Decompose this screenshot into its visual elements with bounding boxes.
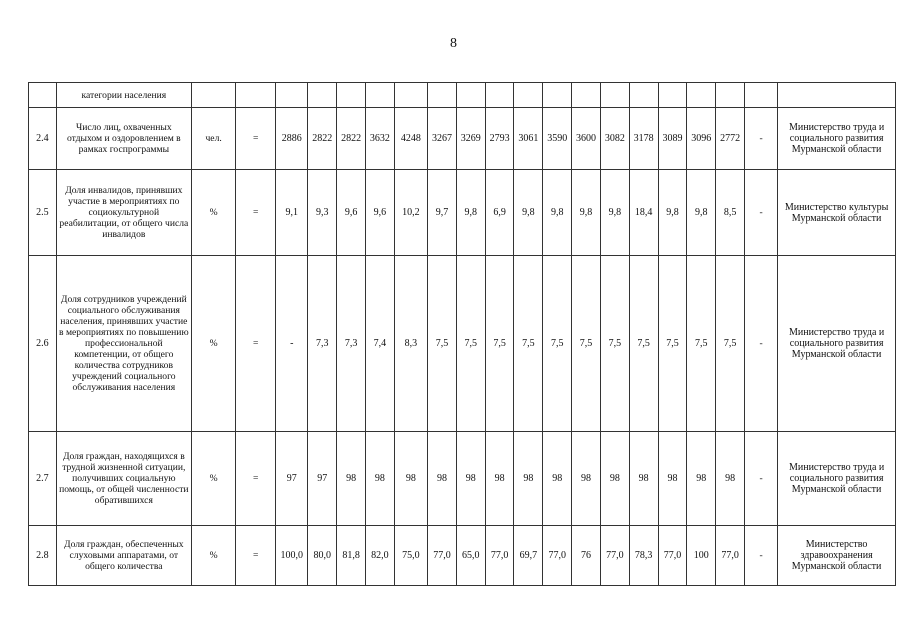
value-cell: 3082 bbox=[600, 108, 629, 170]
value-cell: 7,3 bbox=[308, 256, 337, 432]
row-number: 2.6 bbox=[29, 256, 57, 432]
indicators-table bbox=[28, 82, 896, 586]
value-cell: 2822 bbox=[308, 108, 337, 170]
value-cell: 77,0 bbox=[658, 526, 687, 586]
value-cell: 3269 bbox=[456, 108, 485, 170]
value-cell: 9,8 bbox=[456, 170, 485, 256]
value-cell: 3267 bbox=[428, 108, 457, 170]
blank-cell bbox=[485, 83, 514, 108]
responsible-org: Министерство труда и социального развития Мурманской области bbox=[778, 432, 896, 526]
sign-cell: = bbox=[236, 170, 276, 256]
value-cell: 100 bbox=[687, 526, 716, 586]
value-cell: 7,5 bbox=[456, 256, 485, 432]
dash-cell: - bbox=[744, 256, 777, 432]
value-cell: 7,3 bbox=[337, 256, 366, 432]
unit-cell: % bbox=[191, 432, 235, 526]
indicator-name: Доля граждан, находящихся в трудной жизненной ситуации, получивших социальную помощь, от общей численности обратившихся bbox=[56, 432, 191, 526]
unit-cell: чел. bbox=[191, 108, 235, 170]
value-cell: 100,0 bbox=[276, 526, 308, 586]
value-cell: 9,8 bbox=[514, 170, 543, 256]
table-row bbox=[29, 108, 896, 170]
indicator-name: Доля сотрудников учреждений социального обслуживания населения, принявших участие в мероприятиях по повышению профессиональной компетенции, от общего количества сотрудников учреждений социального обслуживания населения bbox=[56, 256, 191, 432]
value-cell: - bbox=[276, 256, 308, 432]
blank-cell bbox=[308, 83, 337, 108]
value-cell: 7,5 bbox=[716, 256, 745, 432]
value-cell: 7,5 bbox=[572, 256, 601, 432]
value-cell: 8,3 bbox=[394, 256, 427, 432]
continuation-label: категории населения bbox=[56, 83, 191, 108]
value-cell: 7,5 bbox=[485, 256, 514, 432]
value-cell: 9,6 bbox=[365, 170, 394, 256]
value-cell: 98 bbox=[428, 432, 457, 526]
value-cell: 2822 bbox=[337, 108, 366, 170]
blank-cell bbox=[658, 83, 687, 108]
blank-cell bbox=[191, 83, 235, 108]
value-cell: 77,0 bbox=[543, 526, 572, 586]
value-cell: 98 bbox=[485, 432, 514, 526]
dash-cell: - bbox=[744, 170, 777, 256]
table-row bbox=[29, 256, 896, 432]
value-cell: 81,8 bbox=[337, 526, 366, 586]
dash-cell: - bbox=[744, 108, 777, 170]
value-cell: 9,3 bbox=[308, 170, 337, 256]
blank-cell bbox=[687, 83, 716, 108]
value-cell: 77,0 bbox=[716, 526, 745, 586]
value-cell: 82,0 bbox=[365, 526, 394, 586]
value-cell: 98 bbox=[365, 432, 394, 526]
value-cell: 9,8 bbox=[543, 170, 572, 256]
value-cell: 77,0 bbox=[428, 526, 457, 586]
value-cell: 9,6 bbox=[337, 170, 366, 256]
indicator-name: Доля инвалидов, принявших участие в мероприятиях по социокультурной реабилитации, от общего числа инвалидов bbox=[56, 170, 191, 256]
indicator-name: Число лиц, охваченных отдыхом и оздоровлением в рамках госпрограммы bbox=[56, 108, 191, 170]
value-cell: 98 bbox=[543, 432, 572, 526]
value-cell: 7,5 bbox=[543, 256, 572, 432]
value-cell: 77,0 bbox=[485, 526, 514, 586]
value-cell: 98 bbox=[716, 432, 745, 526]
responsible-org: Министерство труда и социального развития Мурманской области bbox=[778, 108, 896, 170]
value-cell: 6,9 bbox=[485, 170, 514, 256]
value-cell: 76 bbox=[572, 526, 601, 586]
value-cell: 4248 bbox=[394, 108, 427, 170]
value-cell: 65,0 bbox=[456, 526, 485, 586]
blank-cell bbox=[572, 83, 601, 108]
value-cell: 98 bbox=[629, 432, 658, 526]
indicator-name: Доля граждан, обеспеченных слуховыми аппаратами, от общего количества bbox=[56, 526, 191, 586]
row-number: 2.5 bbox=[29, 170, 57, 256]
unit-cell: % bbox=[191, 170, 235, 256]
page-number: 8 bbox=[450, 36, 457, 51]
blank-cell bbox=[744, 83, 777, 108]
value-cell: 7,4 bbox=[365, 256, 394, 432]
value-cell: 9,1 bbox=[276, 170, 308, 256]
blank-cell bbox=[629, 83, 658, 108]
value-cell: 98 bbox=[514, 432, 543, 526]
value-cell: 7,5 bbox=[428, 256, 457, 432]
blank-cell bbox=[276, 83, 308, 108]
blank-cell bbox=[600, 83, 629, 108]
value-cell: 7,5 bbox=[514, 256, 543, 432]
value-cell: 97 bbox=[276, 432, 308, 526]
value-cell: 3178 bbox=[629, 108, 658, 170]
value-cell: 80,0 bbox=[308, 526, 337, 586]
blank-cell bbox=[716, 83, 745, 108]
continuation-row bbox=[29, 83, 896, 108]
value-cell: 7,5 bbox=[658, 256, 687, 432]
blank-cell bbox=[236, 83, 276, 108]
value-cell: 7,5 bbox=[629, 256, 658, 432]
value-cell: 8,5 bbox=[716, 170, 745, 256]
row-number: 2.4 bbox=[29, 108, 57, 170]
table-row bbox=[29, 432, 896, 526]
blank-cell bbox=[543, 83, 572, 108]
value-cell: 9,8 bbox=[658, 170, 687, 256]
value-cell: 18,4 bbox=[629, 170, 658, 256]
value-cell: 77,0 bbox=[600, 526, 629, 586]
dash-cell: - bbox=[744, 526, 777, 586]
responsible-org: Министерство здравоохранения Мурманской области bbox=[778, 526, 896, 586]
blank-cell bbox=[29, 83, 57, 108]
value-cell: 3096 bbox=[687, 108, 716, 170]
value-cell: 3632 bbox=[365, 108, 394, 170]
value-cell: 98 bbox=[687, 432, 716, 526]
unit-cell: % bbox=[191, 526, 235, 586]
value-cell: 69,7 bbox=[514, 526, 543, 586]
sign-cell: = bbox=[236, 108, 276, 170]
value-cell: 78,3 bbox=[629, 526, 658, 586]
sign-cell: = bbox=[236, 526, 276, 586]
value-cell: 9,7 bbox=[428, 170, 457, 256]
responsible-org: Министерство труда и социального развития Мурманской области bbox=[778, 256, 896, 432]
table-row bbox=[29, 170, 896, 256]
dash-cell: - bbox=[744, 432, 777, 526]
unit-cell: % bbox=[191, 256, 235, 432]
value-cell: 9,8 bbox=[572, 170, 601, 256]
value-cell: 2886 bbox=[276, 108, 308, 170]
row-number: 2.7 bbox=[29, 432, 57, 526]
blank-cell bbox=[428, 83, 457, 108]
value-cell: 7,5 bbox=[687, 256, 716, 432]
sign-cell: = bbox=[236, 432, 276, 526]
value-cell: 3590 bbox=[543, 108, 572, 170]
value-cell: 98 bbox=[394, 432, 427, 526]
table-row bbox=[29, 526, 896, 586]
value-cell: 7,5 bbox=[600, 256, 629, 432]
blank-cell bbox=[456, 83, 485, 108]
blank-cell bbox=[394, 83, 427, 108]
value-cell: 97 bbox=[308, 432, 337, 526]
value-cell: 98 bbox=[658, 432, 687, 526]
blank-cell bbox=[778, 83, 896, 108]
value-cell: 10,2 bbox=[394, 170, 427, 256]
value-cell: 9,8 bbox=[600, 170, 629, 256]
value-cell: 75,0 bbox=[394, 526, 427, 586]
sign-cell: = bbox=[236, 256, 276, 432]
value-cell: 98 bbox=[600, 432, 629, 526]
value-cell: 2772 bbox=[716, 108, 745, 170]
value-cell: 3600 bbox=[572, 108, 601, 170]
value-cell: 3061 bbox=[514, 108, 543, 170]
value-cell: 98 bbox=[337, 432, 366, 526]
responsible-org: Министерство культуры Мурманской области bbox=[778, 170, 896, 256]
blank-cell bbox=[365, 83, 394, 108]
value-cell: 3089 bbox=[658, 108, 687, 170]
value-cell: 9,8 bbox=[687, 170, 716, 256]
row-number: 2.8 bbox=[29, 526, 57, 586]
value-cell: 98 bbox=[456, 432, 485, 526]
value-cell: 98 bbox=[572, 432, 601, 526]
value-cell: 2793 bbox=[485, 108, 514, 170]
blank-cell bbox=[514, 83, 543, 108]
blank-cell bbox=[337, 83, 366, 108]
